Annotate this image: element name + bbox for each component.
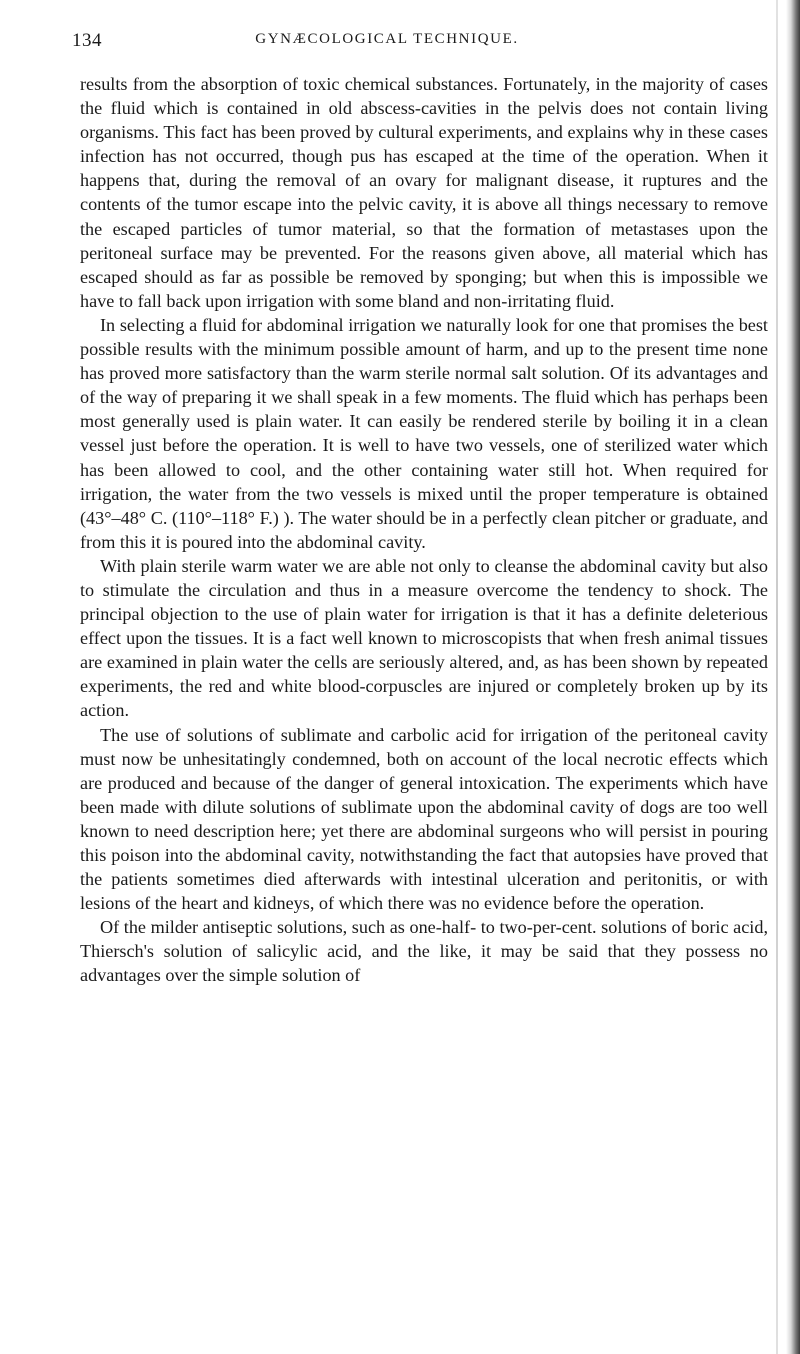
paragraph-2: In selecting a fluid for abdominal irrigation we naturally look for one that promises the best possible results with the minimum possible amount of harm, and up to the present time none has proved more satisfactory than the warm sterile normal salt solution. Of its advantages and of the way of preparing it we shall speak in a few moments. The fluid which has perhaps been most generally used is plain water. It can easily be rendered sterile by boiling it in a clean vessel just before the operation. It is well to have two vessels, one of sterilized water which has been allowed to cool, and the other containing water still hot. When required for irrigation, the water from the two vessels is mixed until the proper temperature is obtained (43°–48° C. (110°–118° F.) ). The water should be in a perfectly clean pitcher or graduate, and from this it is poured into the abdominal cavity. [80,314,768,552]
paragraph-4: The use of solutions of sublimate and carbolic acid for irrigation of the peritoneal cavity must now be unhesitatingly condemned, both on account of the local necrotic effects which are produced and because of the danger of general intoxication. The experiments which have been made with dilute solutions of sublimate upon the abdominal cavity of dogs are too well known to need description here; yet there are abdominal surgeons who will persist in pouring this poison into the abdominal cavity, notwithstanding the fact that autopsies have proved that the patients sometimes died afterwards with intestinal ulceration and peritonitis, or with lesions of the heart and kidneys, of which there was no evidence before the operation. [80,724,768,914]
page-number: 134 [72,30,102,51]
running-head: GYNÆCOLOGICAL TECHNIQUE. [255,31,519,47]
binding-edge-line [776,0,778,1354]
page-header [72,30,762,56]
paragraph-1: results from the absorption of toxic chemical substances. Fortunately, in the majority of cases the fluid which is contained in old abscess-cavities in the pelvis does not contain living organisms. This fact has been proved by cultural experiments, and explains why in these cases infection has not occurred, though pus has escaped at the time of the operation. When it happens that, during the removal of an ovary for malignant disease, it ruptures and the contents of the tumor escape into the pelvic cavity, it is above all things necessary to remove the escaped particles of tumor material, so that the formation of metastases upon the peritoneal surface may be prevented. For the reasons given above, all material which has escaped should as far as possible be removed by sponging; but when this is impossible we have to fall back upon irrigation with some bland and non-irritating fluid. [80,74,768,311]
paragraph-5: Of the milder antiseptic solutions, such as one-half- to two-per-cent. solutions of boric acid, Thiersch's solution of salicylic acid, and the like, it may be said that they possess no advantages over the simple solution of [80,917,768,986]
page-edge-shadow [786,0,800,1354]
body-text [80,72,768,988]
paragraph-3: With plain sterile warm water we are able not only to cleanse the abdominal cavity but also to stimulate the circulation and thus in a measure overcome the tendency to shock. The principal objection to the use of plain water for irrigation is that it has a definite deleterious effect upon the tissues. It is a fact well known to microscopists that when fresh animal tissues are examined in plain water the cells are seriously altered, and, as has been shown by repeated experiments, the red and white blood-corpuscles are injured or completely broken up by its action. [80,555,768,721]
